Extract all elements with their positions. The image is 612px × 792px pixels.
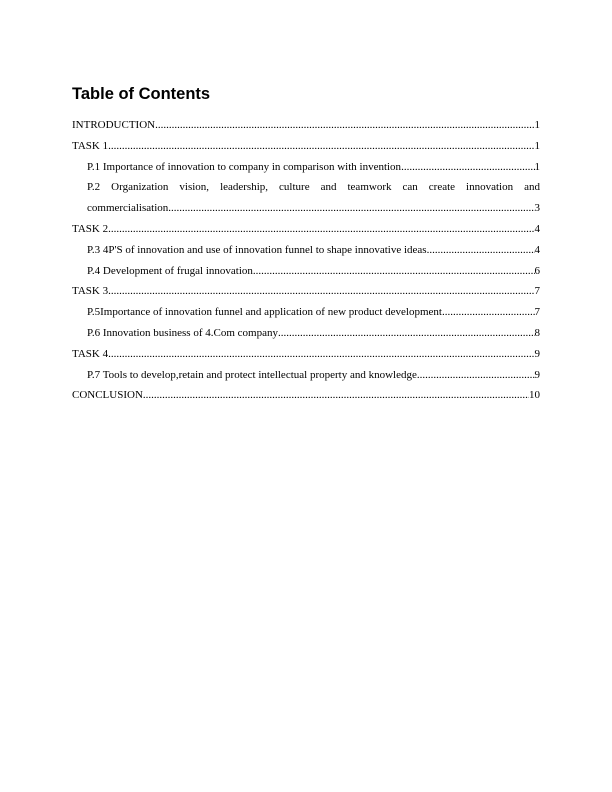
toc-entry-p7[interactable] bbox=[72, 365, 540, 386]
toc-entry-text: P.4 Development of frugal innovation bbox=[87, 264, 253, 277]
toc-page-number: 7 bbox=[534, 306, 540, 319]
dot-leader bbox=[417, 365, 535, 386]
toc-entry-p2[interactable] bbox=[72, 177, 540, 219]
toc-page-number: 7 bbox=[534, 285, 540, 298]
toc-list bbox=[72, 115, 540, 406]
toc-page-number: 1 bbox=[534, 119, 540, 131]
toc-title: Table of Contents bbox=[72, 85, 211, 103]
toc-page-number: 9 bbox=[534, 347, 540, 360]
dot-leader bbox=[253, 261, 535, 282]
dot-leader bbox=[401, 157, 534, 178]
toc-page-number: 8 bbox=[534, 326, 540, 339]
toc-entry-task-4[interactable] bbox=[72, 344, 540, 365]
toc-page-number: 1 bbox=[534, 160, 540, 173]
dot-leader bbox=[108, 344, 534, 365]
toc-entry-p4[interactable] bbox=[72, 261, 540, 282]
toc-entry-text: TASK 4 bbox=[72, 347, 109, 360]
toc-entry-text: TASK 1 bbox=[72, 139, 109, 152]
toc-page-number: 4 bbox=[534, 243, 540, 256]
toc-page-number: 3 bbox=[534, 202, 540, 215]
toc-entry-text: INTRODUCTION bbox=[72, 119, 156, 131]
dot-leader bbox=[108, 136, 534, 157]
toc-page-number: 4 bbox=[534, 222, 540, 235]
dot-leader bbox=[442, 302, 535, 323]
toc-entry-text: CONCLUSION bbox=[72, 389, 143, 402]
toc-entry-p6[interactable] bbox=[72, 323, 540, 344]
dot-leader bbox=[278, 323, 535, 344]
toc-entry-conclusion[interactable] bbox=[72, 385, 540, 406]
toc-entry-p5[interactable] bbox=[72, 302, 540, 323]
toc-page-number: 1 bbox=[534, 139, 540, 152]
toc-entry-text-line-2: commercialisation bbox=[87, 202, 169, 215]
dot-leader bbox=[108, 219, 534, 240]
toc-entry-text: P.1 Importance of innovation to company in comparison with invention bbox=[87, 160, 402, 173]
dot-leader bbox=[168, 198, 534, 219]
toc-entry-text: P.6 Innovation business of 4.Com company bbox=[87, 326, 278, 339]
dot-leader bbox=[427, 240, 535, 261]
toc-entry-text: P.3 4P'S of innovation and use of innovation funnel to shape innovative ideas bbox=[87, 243, 427, 256]
toc-entry-text: TASK 3 bbox=[72, 285, 109, 298]
toc-entry-text: P.5Importance of innovation funnel and application of new product development bbox=[87, 306, 442, 319]
toc-entry-task-3[interactable] bbox=[72, 281, 540, 302]
toc-entry-text: TASK 2 bbox=[72, 222, 109, 235]
toc-entry-introduction[interactable] bbox=[72, 115, 540, 136]
toc-entry-p3[interactable] bbox=[72, 240, 540, 261]
toc-entry-p1[interactable] bbox=[72, 157, 540, 178]
toc-page-number: 6 bbox=[534, 264, 540, 277]
toc-page-number: 10 bbox=[529, 389, 540, 402]
toc-entry-line-2 bbox=[87, 198, 540, 219]
toc-page-number: 9 bbox=[534, 368, 540, 381]
toc-entry-task-2[interactable] bbox=[72, 219, 540, 240]
toc-entry-text-line-1: P.2 Organization vision, leadership, culture and teamwork can create innovation and bbox=[87, 181, 540, 194]
toc-entry-text: P.7 Tools to develop,retain and protect intellectual property and knowledge bbox=[87, 368, 417, 381]
dot-leader bbox=[108, 281, 534, 302]
dot-leader bbox=[155, 115, 534, 136]
toc-entry-task-1[interactable] bbox=[72, 136, 540, 157]
dot-leader bbox=[143, 385, 529, 406]
